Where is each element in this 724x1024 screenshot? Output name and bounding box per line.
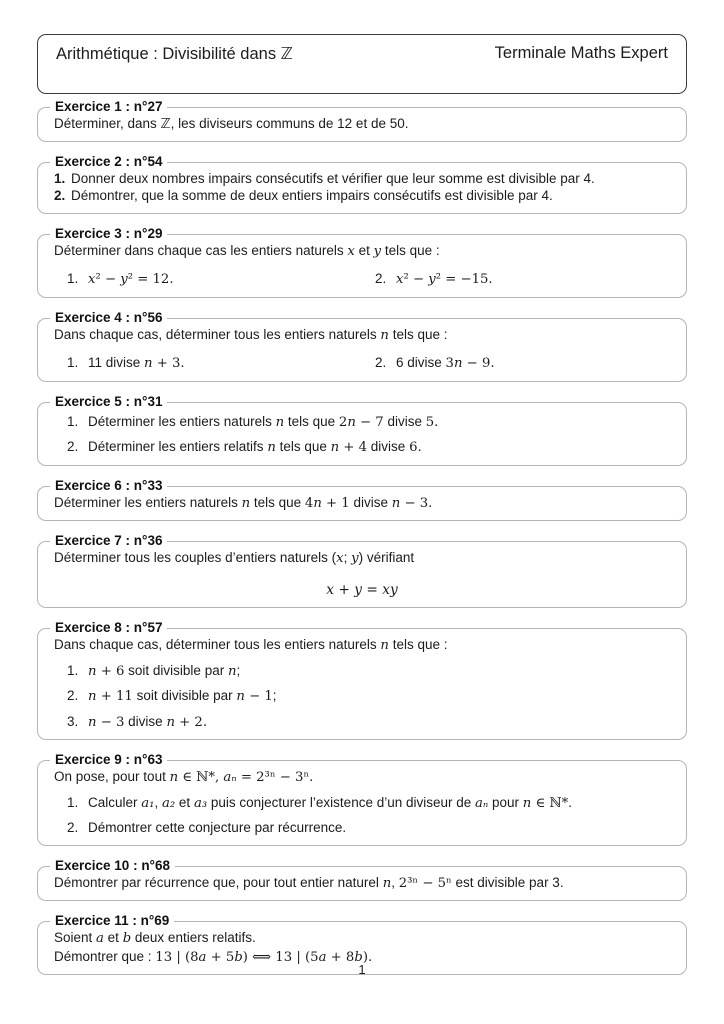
- text-segment: a: [318, 949, 327, 965]
- text-segment: − 1: [244, 689, 273, 704]
- text-segment: x: [88, 272, 96, 287]
- text-segment: n: [275, 414, 285, 430]
- item-number: 2.: [67, 439, 79, 454]
- text-segment: divise: [124, 713, 167, 729]
- header-box: [37, 34, 687, 94]
- exercise-line: [54, 874, 670, 893]
- text-segment: + 8: [326, 949, 355, 965]
- text-segment: ² −: [403, 272, 429, 287]
- text-segment: b: [234, 949, 243, 965]
- text-segment: soit divisible par: [132, 688, 237, 703]
- text-segment: x: [396, 272, 404, 287]
- text-segment: Déterminer les entiers naturels: [88, 413, 276, 429]
- exercise-item: [54, 354, 362, 373]
- text-segment: Déterminer dans chaque cas les entiers naturels: [54, 242, 348, 258]
- text-segment: ² = −15.: [435, 272, 493, 287]
- exercise-box: [37, 309, 687, 382]
- exercise-box: [37, 752, 687, 846]
- text-segment: n: [88, 689, 97, 704]
- text-segment: n: [453, 356, 463, 371]
- page-title: Arithmétique : Divisibilité dans ℤ: [56, 45, 293, 63]
- text-segment: n: [347, 414, 356, 430]
- text-segment: ∈ ℕ*: [531, 795, 569, 811]
- text-segment: tels que :: [388, 326, 448, 342]
- text-segment: y: [351, 551, 359, 566]
- text-segment: a₂: [161, 795, 176, 811]
- text-segment: n: [88, 714, 97, 730]
- exercise-line: [54, 819, 670, 837]
- exercise-box: [37, 99, 687, 142]
- text-segment: n: [267, 440, 276, 455]
- page-number: 1: [358, 962, 366, 977]
- text-segment: est divisible par 3.: [451, 874, 564, 890]
- exercise-title: Exercice 10 : n°68: [50, 858, 175, 874]
- text-segment: Dans chaque cas, déterminer tous les entiers naturels: [54, 637, 381, 652]
- text-segment: y: [354, 581, 362, 598]
- text-segment: aₙ: [475, 795, 489, 811]
- text-segment: 6.: [409, 440, 422, 455]
- exercise-item: [362, 354, 670, 373]
- text-segment: − 3.: [400, 495, 433, 511]
- exercise-line: [54, 768, 670, 787]
- exercise-title: Exercice 11 : n°69: [50, 913, 174, 929]
- text-segment: 11 divise: [88, 355, 145, 370]
- text-segment: divise: [367, 439, 410, 454]
- text-segment: tels que :: [388, 637, 448, 652]
- text-segment: On pose, pour tout: [54, 769, 170, 784]
- exercise-title: Exercice 2 : n°54: [50, 154, 167, 170]
- exercise-line: [54, 549, 670, 568]
- exercise-title: Exercice 3 : n°29: [50, 226, 167, 242]
- text-segment: ,: [154, 794, 162, 810]
- text-segment: a: [198, 949, 207, 965]
- exercise-line: [54, 794, 670, 813]
- text-segment: Déterminer, dans ℤ, les diviseurs communs de 12 et de 50.: [54, 116, 409, 131]
- text-segment: n: [380, 327, 389, 343]
- text-segment: − 7: [355, 414, 384, 430]
- exercise-item: [362, 270, 670, 289]
- item-number: 2.: [67, 688, 79, 703]
- text-segment: et: [175, 794, 194, 810]
- text-segment: n: [391, 495, 401, 511]
- exercise-box: [37, 620, 687, 740]
- text-segment: divise: [349, 494, 392, 510]
- text-segment: .: [568, 794, 572, 810]
- text-segment: = 2³ⁿ − 3ⁿ.: [236, 770, 314, 785]
- text-segment: 4: [304, 495, 314, 511]
- text-segment: et: [354, 242, 374, 258]
- exercise-line: [54, 413, 670, 432]
- text-segment: Démontrer que :: [54, 948, 156, 964]
- exercise-line: [54, 438, 670, 457]
- text-segment: n: [236, 689, 245, 704]
- page-footer: [0, 962, 724, 977]
- text-segment: Déterminer tous les couples d’entiers naturels (: [54, 550, 337, 565]
- text-segment: + 4: [339, 440, 368, 455]
- text-segment: Calculer: [88, 794, 142, 810]
- text-segment: Dans chaque cas, déterminer tous les entiers naturels: [54, 326, 381, 342]
- text-segment: n: [522, 795, 532, 811]
- text-segment: 13 | (8: [155, 949, 199, 965]
- item-number: 1.: [67, 794, 79, 810]
- exercise-box: [37, 153, 687, 214]
- exercise-title: Exercice 8 : n°57: [50, 620, 167, 636]
- text-segment: n: [166, 714, 175, 730]
- text-segment: n: [313, 495, 322, 511]
- text-segment: =: [362, 581, 383, 598]
- text-segment: tels que: [275, 439, 331, 454]
- text-segment: − 9.: [462, 356, 495, 371]
- text-segment: ) ⟺ 13 | (5: [242, 949, 319, 965]
- text-segment: x: [347, 243, 355, 259]
- exercise-title: Exercice 9 : n°63: [50, 752, 167, 768]
- text-segment: + 2.: [174, 714, 208, 730]
- exercise-line: [54, 170, 670, 188]
- text-segment: 5.: [425, 414, 439, 430]
- text-segment: y: [428, 272, 436, 287]
- exercise-line: [54, 662, 670, 681]
- text-segment: Démontrer cette conjecture par récurrence.: [88, 820, 347, 835]
- text-segment: ² −: [95, 272, 121, 287]
- text-segment: n: [169, 770, 179, 785]
- exercise-line: [54, 326, 670, 345]
- exercise-line: [54, 187, 670, 205]
- text-segment: ;: [236, 662, 241, 678]
- text-segment: tels que: [284, 413, 339, 429]
- text-segment: ;: [272, 688, 277, 703]
- text-segment: x: [336, 551, 344, 566]
- exercise-line: [54, 354, 670, 373]
- exercise-title: Exercice 1 : n°27: [50, 99, 167, 115]
- exercise-line: [54, 713, 670, 732]
- text-segment: − 3: [96, 714, 125, 730]
- text-segment: tels que: [250, 494, 305, 510]
- text-segment: n: [382, 875, 392, 891]
- text-segment: pour: [488, 794, 523, 810]
- text-segment: ∈ ℕ*,: [178, 770, 224, 785]
- text-segment: Démontrer, que la somme de deux entiers impairs consécutifs est divisible par 4.: [71, 188, 553, 203]
- text-segment: n: [88, 663, 97, 679]
- text-segment: + 11: [96, 689, 133, 704]
- text-segment: 6 divise: [396, 355, 446, 370]
- exercise-title: Exercice 5 : n°31: [50, 394, 167, 410]
- item-number: 1.: [54, 170, 66, 186]
- exercise-box: [37, 393, 687, 466]
- exercise-list: [0, 99, 724, 975]
- text-segment: n: [227, 663, 237, 679]
- text-segment: y: [373, 243, 382, 259]
- text-segment: n: [330, 440, 340, 455]
- exercise-item: [54, 270, 362, 289]
- text-segment: xy: [382, 581, 398, 598]
- exercise-line: [54, 929, 670, 948]
- text-segment: n: [380, 638, 389, 653]
- exercise-line: [54, 270, 670, 289]
- item-number: 1.: [67, 271, 79, 286]
- exercise-title: Exercice 6 : n°33: [50, 478, 167, 494]
- exercise-line: [54, 115, 670, 133]
- text-segment: divise: [383, 413, 426, 429]
- text-segment: + 3.: [152, 356, 185, 371]
- text-segment: + 1: [321, 495, 350, 511]
- text-segment: a₃: [193, 795, 208, 811]
- exercise-line: [54, 242, 670, 261]
- item-number: 2.: [54, 188, 66, 203]
- text-segment: + 5: [206, 949, 235, 965]
- item-number: 2.: [375, 355, 387, 370]
- text-segment: n: [241, 495, 251, 511]
- text-segment: +: [334, 581, 355, 598]
- text-segment: soit divisible par: [124, 662, 228, 678]
- text-segment: ).: [362, 949, 373, 965]
- text-segment: n: [144, 356, 153, 371]
- text-segment: ,: [391, 874, 399, 890]
- header-subtitle: Terminale Maths Expert: [494, 44, 668, 62]
- exercise-box: [37, 857, 687, 902]
- exercise-line: [54, 687, 670, 706]
- exercise-line: [54, 494, 670, 513]
- text-segment: 2: [338, 414, 348, 430]
- text-segment: et: [103, 930, 123, 945]
- text-segment: + 6: [96, 663, 125, 679]
- text-segment: y: [120, 272, 128, 287]
- text-segment: b: [122, 931, 132, 946]
- text-segment: Déterminer les entiers naturels: [54, 494, 242, 510]
- exercise-box: [37, 477, 687, 522]
- text-segment: tels que :: [381, 242, 440, 258]
- text-segment: Donner deux nombres impairs consécutifs et vérifier que leur somme est divisible par 4.: [71, 170, 595, 186]
- exercise-title: Exercice 4 : n°56: [50, 310, 167, 326]
- item-number: 1.: [67, 662, 79, 678]
- item-number: 2.: [375, 271, 387, 286]
- item-number: 2.: [67, 820, 79, 835]
- text-segment: ) vérifiant: [358, 550, 415, 565]
- item-number: 1.: [67, 355, 79, 370]
- text-segment: puis conjecturer l’existence d’un diviseur de: [207, 794, 476, 810]
- text-segment: Démontrer par récurrence que, pour tout entier naturel: [54, 874, 383, 890]
- exercise-box: [37, 533, 687, 608]
- text-segment: ;: [343, 550, 352, 565]
- text-segment: a: [96, 931, 104, 946]
- exercise-line: [54, 636, 670, 655]
- text-segment: 2³ⁿ − 5ⁿ: [398, 875, 452, 891]
- text-segment: Soient: [54, 930, 97, 945]
- text-segment: deux entiers relatifs.: [131, 930, 256, 945]
- exercise-box: [37, 225, 687, 298]
- text-segment: x: [326, 581, 335, 598]
- text-segment: Déterminer les entiers relatifs: [88, 439, 268, 454]
- item-number: 1.: [67, 413, 79, 429]
- text-segment: aₙ: [223, 770, 237, 785]
- exercise-line: [54, 581, 670, 600]
- text-segment: b: [354, 949, 363, 965]
- exercise-title: Exercice 7 : n°36: [50, 533, 167, 549]
- text-segment: ² = 12.: [127, 272, 174, 287]
- item-number: 3.: [67, 713, 79, 729]
- text-segment: 3: [445, 356, 454, 371]
- text-segment: a₁: [141, 795, 155, 811]
